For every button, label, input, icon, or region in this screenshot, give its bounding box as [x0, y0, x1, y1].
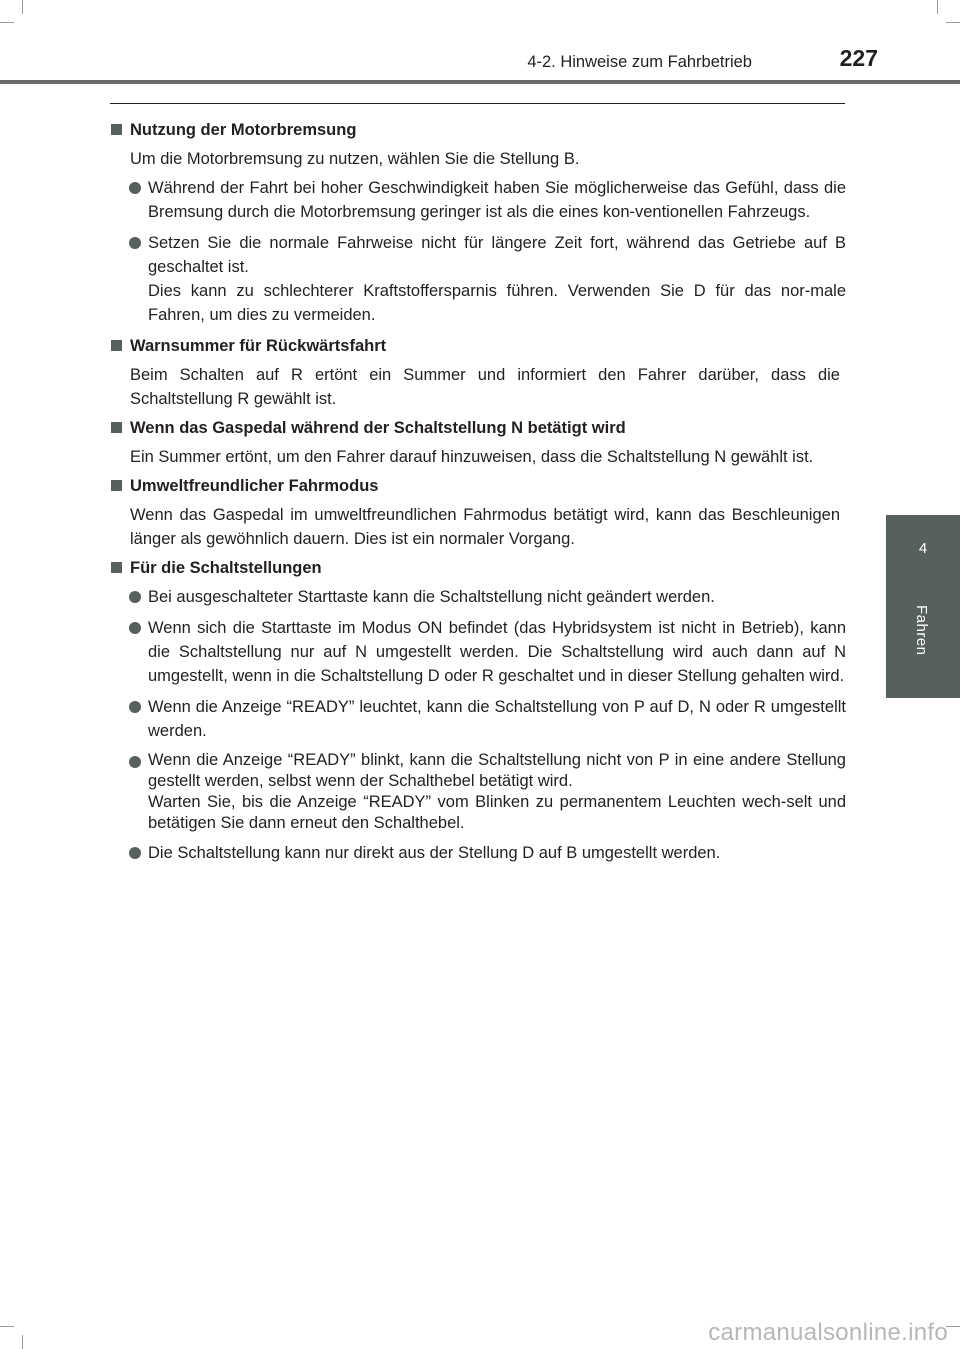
- crop-mark: [22, 1335, 23, 1349]
- circle-bullet-icon: [129, 847, 141, 859]
- list-item: [110, 231, 846, 279]
- list-item-continuation: [110, 279, 846, 327]
- paragraph: Um die Motorbremsung zu nutzen, wählen Sie die Stellung B.: [130, 150, 580, 168]
- paragraph: Wenn das Gaspedal im umweltfreundlichen Fahrmodus betätigt wird, kann das Beschleunigen länger als gewöhnlich dauern. Dies ist ein normaler Vorgang.: [130, 506, 840, 548]
- crop-mark: [0, 1326, 14, 1327]
- list-item-continuation: [110, 792, 846, 834]
- chapter-tab[interactable]: [886, 515, 960, 698]
- list-item: [110, 750, 846, 792]
- heading-text: Für die Schaltstellungen: [130, 559, 322, 577]
- paragraph: Ein Summer ertönt, um den Fahrer darauf hinzuweisen, dass die Schaltstellung N gewählt ist.: [130, 448, 814, 466]
- circle-bullet-icon: [129, 756, 141, 768]
- square-bullet-icon: [111, 480, 122, 491]
- section-heading: [110, 334, 846, 358]
- square-bullet-icon: [111, 562, 122, 573]
- heading-text: Warnsummer für Rückwärtsfahrt: [130, 337, 387, 355]
- list-item: [110, 176, 846, 224]
- square-bullet-icon: [111, 422, 122, 433]
- list-item-text: Setzen Sie die normale Fahrweise nicht für längere Zeit fort, während das Getriebe auf B geschaltet ist.: [148, 234, 846, 276]
- crop-mark: [0, 22, 14, 23]
- circle-bullet-icon: [129, 182, 141, 194]
- crop-mark: [946, 22, 960, 23]
- list-item-text: Wenn die Anzeige “READY” leuchtet, kann die Schaltstellung von P auf D, N oder R umgestellt werden.: [148, 698, 846, 740]
- circle-bullet-icon: [129, 701, 141, 713]
- paragraph: Beim Schalten auf R ertönt ein Summer und informiert den Fahrer darüber, dass die Schaltstellung R gewählt ist.: [130, 366, 840, 408]
- page-number: 227: [839, 45, 878, 71]
- crop-mark: [946, 1326, 960, 1327]
- page-content: [110, 114, 846, 872]
- list-item: [110, 585, 846, 609]
- list-item-text: Während der Fahrt bei hoher Geschwindigkeit haben Sie möglicherweise das Gefühl, dass die Bremsung durch die Motorbremsung geringer ist als die eines kon-ventionellen Fahrzeugs.: [148, 179, 846, 221]
- watermark: carmanualsonline.info: [708, 1319, 948, 1346]
- section-title: 4-2. Hinweise zum Fahrbetrieb: [527, 53, 752, 71]
- heading-text: Nutzung der Motorbremsung: [130, 121, 357, 139]
- crop-mark: [937, 0, 938, 14]
- section-heading: [110, 556, 846, 580]
- section-heading: [110, 474, 846, 498]
- list-item: [110, 695, 846, 743]
- chapter-label: Fahren: [913, 605, 930, 656]
- heading-text: Wenn das Gaspedal während der Schaltstellung N betätigt wird: [130, 419, 626, 437]
- square-bullet-icon: [111, 124, 122, 135]
- header-bar: [0, 80, 960, 84]
- circle-bullet-icon: [129, 237, 141, 249]
- list-item: [110, 841, 846, 865]
- section-heading: [110, 416, 846, 440]
- section-heading: [110, 118, 846, 142]
- list-item-text: Wenn die Anzeige “READY” blinkt, kann die Schaltstellung nicht von P in eine andere Stellung gestellt werden, selbst wenn der Schalthebel betätigt wird.: [148, 751, 846, 790]
- list-item-text: Warten Sie, bis die Anzeige “READY” vom Blinken zu permanentem Leuchten wech-selt und betätigen Sie dann erneut den Schalthebel.: [148, 793, 846, 832]
- divider: [110, 103, 845, 104]
- chapter-number: 4: [918, 540, 928, 557]
- crop-mark: [22, 0, 23, 14]
- list-item-text: Bei ausgeschalteter Starttaste kann die Schaltstellung nicht geändert werden.: [148, 588, 715, 606]
- square-bullet-icon: [111, 340, 122, 351]
- list-item-text: Wenn sich die Starttaste im Modus ON befindet (das Hybridsystem ist nicht in Betrieb), kann die Schaltstellung nur auf N umgestellt werden. Die Schaltstellung wird auch dann auf N umgestellt, wenn in die Schaltstellung D oder R geschaltet und in dieser Stellung gehalten wird.: [148, 619, 846, 685]
- circle-bullet-icon: [129, 622, 141, 634]
- circle-bullet-icon: [129, 591, 141, 603]
- list-item-text: Dies kann zu schlechterer Kraftstoffersparnis führen. Verwenden Sie D für das nor-male Fahren, um dies zu vermeiden.: [148, 282, 846, 324]
- list-item: [110, 616, 846, 688]
- heading-text: Umweltfreundlicher Fahrmodus: [130, 477, 379, 495]
- list-item-text: Die Schaltstellung kann nur direkt aus der Stellung D auf B umgestellt werden.: [148, 844, 721, 862]
